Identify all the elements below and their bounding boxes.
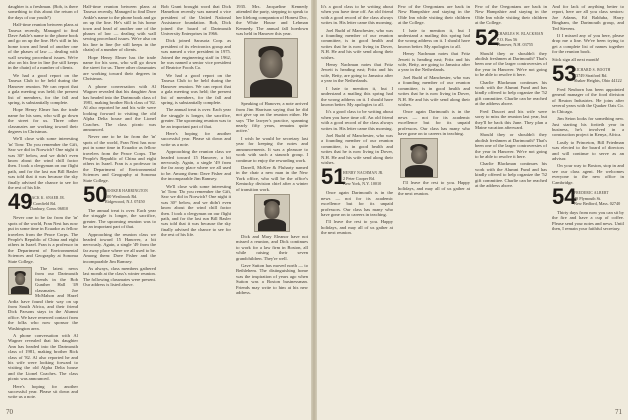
paragraph: Approaching the reunion class we headed toward 15 Hanover, a bit nervously. Again, a single '49 from the far away place where we all used to be. Among them: Dave Fisher and the incomparable Jim Ramsey. — [83, 231, 156, 264]
paragraph: Never one to be far from the 'in' spots of the world, Fran Nest has now put in some time in Ecuador as fellow travelers from the Peace Corps. The People's Republic of China and eight others in Israel. Fran is a professor in the Department of Environmental Sciences and Geography at Sonoma State College. — [83, 134, 156, 183]
class-heading-49 — [8, 189, 78, 215]
class-number: 52 — [475, 24, 500, 50]
right-column-2 — [398, 4, 470, 408]
paragraph: As always, class members gathered last month at the class's winter reunion. The following classmates were present. Our address is listed above. — [83, 266, 156, 288]
class-heading-51 — [321, 164, 393, 190]
paragraph: On your way to Boston, stop in and see our class agent. He welcomes everyone to the new office in Cambridge. — [552, 163, 624, 185]
left-column-1 — [8, 4, 78, 408]
paragraph: Once again Dartmouth is in the news — not for its academic excellence but for its unpaid professors. Our class has many who have gone on to careers in teaching. — [321, 190, 393, 217]
paragraph: Once again Dartmouth is in the news — not for its academic excellence but for its unpaid professors. Our class has many who have gone on to careers in teaching. — [398, 109, 470, 136]
class-address: HENRY NACHMAN JR. 2 Peter Cooper Rd. New York, N.Y. 10010 — [343, 171, 384, 187]
paragraph: Jim Seton looks for something new. Just starting his fortieth year in business, he's involved in a construction project in Kenya, Africa. — [552, 116, 624, 138]
left-column-3 — [161, 4, 231, 408]
paragraph: Should they or shouldn't they abolish freshmen at Dartmouth? That's been one of the larger controversies of the year in Hanover. We're not going to be able to resolve it here. — [475, 50, 547, 78]
right-column-1 — [321, 4, 393, 408]
paragraph: Few of the Oregonians are back in New Hampshire and staying in the Olde Inn while visiting their children at the College. — [398, 4, 470, 26]
paragraph: Charlie Blackman continues his work with the Alumni Fund and has kindly offered to help organize the '52 gift committee. Charlie can be reached at the address above. — [475, 79, 547, 107]
paragraph: The latest news from our Dartmouth friends in the Bob Gunther Hall '49 classmates. Joe McMahon and Hazel Ardiz have found their way on up from South Africa, and their friend Dick Parsons stays in the Alumni office. We have renewed contact from the folks who now sponsor the Washington area. — [8, 266, 78, 331]
paragraph: Few of the Oregonians are back in New Hampshire and staying in the Olde Inn while visiting their children at the College. — [475, 4, 547, 26]
portrait-photo — [244, 38, 298, 98]
paragraph: If I missed any of you here, please drop me a line. We've been trying to get a complete list of names together for the reunion book. — [552, 33, 624, 55]
right-column-3 — [475, 4, 547, 408]
paragraph: Lastly to Princeton, Bill Friedman was elected to the board of directors and will continue to serve as an advisor. — [552, 139, 624, 161]
paragraph: We had a good report on the Tarawa Club to be held during the Hanover reunion. We can report that a gala meeting was held; the present list of members, for the fall and spring, is substantially complete. — [161, 72, 231, 105]
paragraph: Dick joined Sarasota Corp. as president of its electronics group and was named a vice president in 1975. Joined the engineering staff in 1962, he was named a senior vice president of Beatrice Foods Co. — [161, 38, 231, 71]
class-address: JACK K. SNAER JR. 2 Cornfield Rd. Danbury, Conn. 06810 — [30, 196, 69, 212]
paragraph: Hope Henry Elmer has the trade name for his sons, who will go down the street for us. Three other classmates are working toward their degrees in Christmas. — [83, 54, 156, 82]
paragraph: Joel Rudd of Manchester, who was a founding member of our reunion committee, is in good health and writes that he is now living in Dover, N.H. He and his wife send along their wishes. — [398, 74, 470, 107]
paragraph: I'll leave the rest to you. Happy holidays, and may all of us gather at the next reunion. — [321, 219, 393, 236]
paragraph: Here's hoping for another successful year. Please sit down and write us a note. — [161, 130, 231, 147]
paragraph: Should they or shouldn't they abolish freshmen at Dartmouth? That's been one of the larger controversies of the year in Hanover. We're not going to be able to resolve it here. — [475, 132, 547, 159]
class-address: FREDERIC ALBERT 49 Plymouth St. New Bedford, Mass. 02740 — [574, 190, 621, 206]
class-address: HOOKER HARRINGTON 100 Westbrook Rd. Ridgewood, N.J. 07450 — [105, 189, 148, 204]
class-heading-52 — [475, 24, 547, 50]
paragraph: We'll close with some interesting 'in' Tom: 'Do you remember the Gift, Saw we did in Norwich? One night it was 30° below, and we didn't even know about the wind chill factor then. I took a clergyman on our flight path, and for the last run Bill Basler was told that it was because the sky finally advised the chance to see for the rest of his life. — [161, 183, 231, 238]
paragraph: Henry Nachman notes that Fritz Jewett is heading east; Fritz and his wife, Betty, are going to Jamaica after a year in the Netherlands. — [398, 51, 470, 73]
paragraph: Thirty days from now you can sit by the fire and have a cup of coffee. Please send your notes and news. Until then, I remain your faithful secretary. — [552, 209, 624, 232]
paragraph: Fred Neuborn has been appointed general manager of the food division of Reuton Industries. He joins after several years with the Quaker Oats Co. in Chicago. — [552, 87, 624, 114]
paragraph: Gave Sutton has moved north — to Bethlehem. The distinguishing home was the inspiration of years ago when Sutton was a Boston businessman. Friends may write to him at his new address. — [236, 262, 308, 295]
class-heading-53 — [552, 61, 624, 87]
paragraph: Stick sign all next month! — [552, 56, 600, 62]
paragraph: Darrell, McKee & Fluharty named in the chair a new man in the New York office, who will be the office's Kentucky division chief after a winter of transition work. — [236, 164, 308, 192]
right-page — [317, 0, 628, 420]
class-number: 51 — [321, 164, 346, 190]
paragraph: I'll leave the rest to you. Happy holidays, and may all of us gather at the next reunion. — [398, 180, 470, 197]
class-number: 49 — [8, 189, 33, 215]
class-number: 54 — [552, 183, 577, 209]
paragraph: Bob Grant brought word that Dick Hamelton recently was named a vice president of the United National Assistance foundation. Bob, Dick joined the board of Dartmouth University Enterprises in 1966. — [161, 4, 231, 37]
paragraph: Henry Nachman notes that Fritz Jewett is heading east; Fritz and his wife, Betty, are going to Jamaica after a year in the Netherlands. — [321, 62, 393, 84]
portrait-photo — [8, 267, 32, 295]
paragraph: 1935. Mrs. Jacqueline Kennedy attended the party, stepping to speak to her lifelong companion of Honest Doc, the White House and Lehman Kennedy. The annual fall hoedown was held in Hanover this year. — [236, 4, 308, 37]
paragraph: A phone conversation with Al Wagner revealed that his daughter Ann has headed into the Dartmouth class of 1981, making brother Rick class of '82. Al also reported he and his wife were looking forward to visiting the old Alpha Delta house and the Lionel Coaches. The class picnic was announced. — [83, 83, 156, 132]
paragraph: Fred Doucet and his wife were sorry to miss the reunion last year, but they'll be back this June. They plan a Maine vacation afterward. — [475, 108, 547, 130]
paragraph: The annual treat is over. Each year the struggle is longer, the sacrifice, greater. The upcoming reunion was to be an important part of that. — [83, 208, 156, 230]
paragraph: Joel Rudd of Manchester, who was a founding member of our reunion committee, is in good health and writes that he is now living in Dover, N.H. He and his wife send along their wishes. — [321, 132, 393, 165]
page-number: 71 — [615, 408, 622, 416]
paragraph: Dick and Mary Eleanor have not missed a reunion, and Dick continues to work for a law firm in Boston, all while raising their seven grandchildren. They're well. — [236, 233, 308, 261]
class-heading-54 — [552, 183, 624, 209]
paragraph: Half-time reunion between plans at Tarawa recently, Managed to find Dave Ankle's name to the phone book and go on up the line. He's still in his home town and head of another one of the phases of law — dealing with wall sewing procedural issues. We're also on his line in line (he still keeps in the chain) of a number of clients. — [83, 4, 156, 53]
portrait-photo — [254, 194, 290, 232]
paragraph: It's a good class to be writing about when you have time off. An old friend with a good record of the class always writes in. His letter came this morning. — [321, 109, 393, 131]
page-number: 70 — [6, 408, 13, 416]
class-number: 50 — [83, 182, 108, 207]
right-column-4 — [552, 4, 624, 408]
paragraph: Here's hoping for another successful year. Please sit down and write us a note. — [8, 383, 78, 400]
paragraph: A phone conversation with Al Wagner revealed that his daughter Ann has headed into the Dartmouth class of 1981, making brother Rick class of '82. Al also reported he and his wife were looking forward to visiting the old Alpha Delta house and the Lionel Coaches. The class picnic was announced. — [8, 332, 78, 382]
paragraph: Hope Henry Elmer has the trade name for his sons, who will go down the street for us. Three other classmates are working toward their degrees in Christmas. — [8, 107, 78, 134]
paragraph: The annual treat is over. Each year the struggle is longer, the sacrifice, greater. The upcoming reunion was to be an important part of that. — [161, 107, 231, 129]
class-heading-50 — [83, 182, 156, 207]
paragraph: We'll close with some interesting 'in' Tom: 'Do you remember the Gift, Saw we did in Norwich? One night it was 30° below, and we didn't even know about the wind chill factor then. I took a clergyman on our flight path, and for the last run Bill Basler was told that it was because the sky finally advised the chance to see for the rest of his life. — [8, 136, 78, 190]
left-column-4 — [236, 4, 308, 408]
paragraph: We had a good report on the Tarawa Club to be held during the Hanover reunion. We can report that a gala meeting was held; the present list of members, for the fall and spring, is substantially complete. — [8, 72, 78, 105]
paragraph: And for lack of anything better to report, here are all you class seniors: Joe Adams, Ed Balduba, Harry Bingham, the Dartmouth group, and Ted Stevens. — [552, 4, 624, 31]
paragraph: daughter is a freshman. (Bob, is there something to this about the return of the days of our youth?) — [8, 4, 78, 20]
left-column-2 — [83, 4, 156, 408]
paragraph: I hate to mention it, but I understand a mailing this spring had the wrong address on it. I should have known better. My apologies to all. — [398, 27, 470, 49]
paragraph: It's a good class to be writing about when you have time off. An old friend with a good record of the class always writes in. His letter came this morning. — [321, 4, 393, 26]
portrait-photo — [400, 138, 438, 178]
class-number: 53 — [552, 61, 577, 87]
paragraph: I hate to mention it, but I understand a mailing this spring had the wrong address on it. I should have known better. My apologies to all. — [321, 85, 393, 107]
paragraph: Never one to be far from the 'in' spots of the world, Fran Nest has now put in some time in Ecuador as fellow travelers from the Peace Corps. The People's Republic of China and eight others in Israel. Fran is a professor in the Department of Environmental Sciences and Geography at Sonoma State College. — [8, 215, 78, 264]
class-address: CHARLES W. BLACKMAN P.O. Box 56 Hanover, N.H. 03755 — [497, 31, 544, 47]
paragraph: Charlie Blackman continues his work with the Alumni Fund and has kindly offered to help organize the '52 gift committee. Charlie can be reached at the address above. — [475, 161, 547, 188]
class-address: RICHARD S. BOOTH 23749 Stratford Rd. Shaker Heights, Ohio 44122 — [574, 68, 622, 84]
paragraph: Approaching the reunion class we headed toward 15 Hanover, a bit nervously. Again, a single '49 from the far away place where we all used to be. Among them: Dave Fisher and the incomparable Jim Ramsey. — [161, 149, 231, 182]
paragraph: I wish he would be secretary last year for keeping the notes and announcements. It was a pleasure to work with such a staunch group. I continue to enjoy the rewarding work. — [236, 135, 308, 163]
paragraph: Half-time reunion between plans at Tarawa recently, Managed to find Dave Ankle's name to the phone book and go on up the line. He's still in his home town and head of another one of the phases of law — dealing with wall sewing procedural issues. We're also on his line in line (he still keeps in the chain) of a number of clients. — [8, 22, 78, 71]
paragraph: Speaking of Hanover, a note arrived from Jim Harrison saying that he did not give up on the reunion either. He says 'The lawyer's practice, spanning nearly fifty years, remains quite active.' — [236, 101, 308, 134]
paragraph: Joel Rudd of Manchester, who was a founding member of our reunion committee, is in good health and writes that he is now living in Dover, N.H. He and his wife send along their wishes. — [321, 27, 393, 60]
left-page — [0, 0, 311, 420]
